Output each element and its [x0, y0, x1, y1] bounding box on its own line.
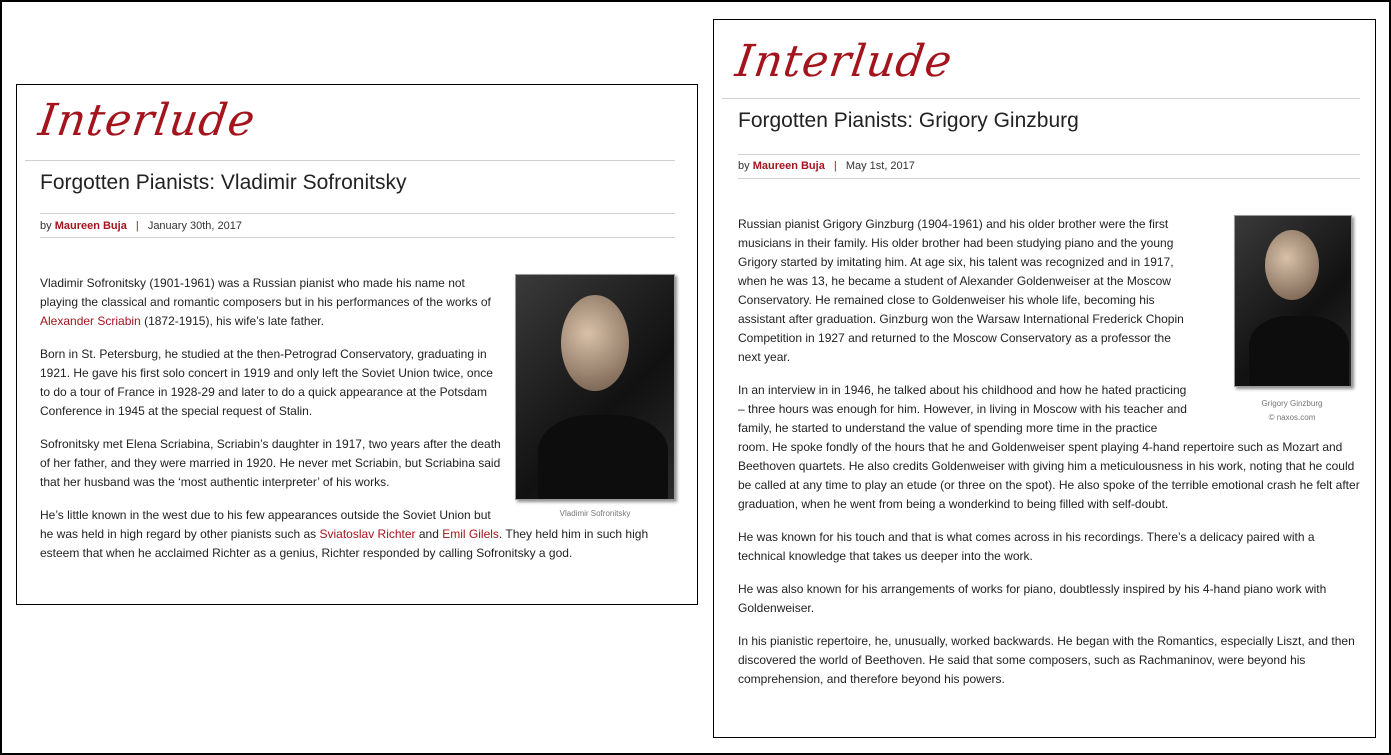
divider: [40, 213, 675, 214]
paragraph-1: Russian pianist Grigory Ginzburg (1904-1961) and his older brother were the first musicians in their family. His older brother had been studying piano and the young Grigory started by imitating him. At age six, his talent was recognized and in 1917, when he was 13, he became a student of Alexander Goldenweiser at the Moscow Conservatory. He remained close to Goldenweiser his whole life, becoming his assistant after graduation. Ginzburg won the Warsaw International Frederick Chopin Competition in 1927 and returned to the Moscow Conservatory as a professor the next year.: [738, 217, 1184, 364]
photo-caption: Vladimir Sofronitsky: [559, 509, 631, 518]
paragraph-2: In an interview in in 1946, he talked about his childhood and how he hated practicing – three hours was enough for him. However, in living in Moscow with his teacher and family, he started to understand the value of spending more time in the practice room. He spoke fondly of the hours that he and Goldenweiser spent playing 4-hand repertoire such as Mozart and Beethoven quartets. He also credits Goldenweiser with giving him a meticulousness in his work, noting that he could be called at any time to play an etude (or three on the spot). He also spoke of the terrible emotional crash he felt after graduation, when he went from being a wonderkind to being filled with self-doubt.: [738, 383, 1360, 511]
photo-figure: [515, 274, 675, 520]
interlude-logo[interactable]: Interlude: [732, 36, 956, 87]
richter-link[interactable]: Sviatoslav Richter: [319, 527, 416, 541]
byline-by: by: [738, 160, 750, 172]
article-card-ginzburg: [713, 19, 1376, 738]
scriabin-link[interactable]: Alexander Scriabin: [40, 314, 141, 328]
byline: [40, 220, 242, 232]
byline-by: by: [40, 220, 52, 232]
sofronitsky-photo[interactable]: [515, 274, 675, 500]
author-link[interactable]: Maureen Buja: [752, 160, 825, 172]
paragraph-1: Vladimir Sofronitsky (1901-1961) was a Russian pianist who made his name not playing the classical and romantic composers but in his performances of the works of Alexander Scriabin (1872-1915), his wife’s late father.: [40, 276, 491, 328]
ginzburg-photo[interactable]: [1234, 215, 1352, 387]
byline-separator: |: [135, 220, 139, 232]
photo-face-shape: [1265, 230, 1319, 300]
byline-separator: |: [833, 160, 837, 172]
article-body: [40, 274, 675, 577]
photo-credit: © naxos.com: [1268, 413, 1316, 422]
divider: [738, 154, 1360, 155]
paragraph-4: He was also known for his arrangements of works for piano, doubtlessly inspired by his 4-hand piano work with Goldenweiser.: [738, 582, 1327, 615]
paragraph-3: Sofronitsky met Elena Scriabina, Scriabin’s daughter in 1917, two years after the death of her father, and they were married in 1920. He never met Scriabin, but Scriabina said that her husband was the ‘most authentic interpreter’ of his works.: [40, 437, 501, 489]
photo-suit-shape: [538, 415, 668, 500]
photo-figure: [1200, 215, 1360, 424]
article-title: Forgotten Pianists: Grigory Ginzburg: [738, 109, 1079, 132]
byline: [738, 160, 915, 172]
divider: [722, 98, 1360, 99]
article-title: Forgotten Pianists: Vladimir Sofronitsky: [40, 171, 407, 194]
photo-face-shape: [561, 295, 629, 391]
publish-date: January 30th, 2017: [147, 220, 242, 232]
article-card-sofronitsky: [16, 84, 698, 605]
paragraph-3: He was known for his touch and that is what comes across in his recordings. There’s a delicacy paired with a technical knowledge that takes us deeper into the work.: [738, 530, 1315, 563]
divider: [25, 160, 675, 161]
divider: [40, 237, 675, 238]
author-link[interactable]: Maureen Buja: [54, 220, 127, 232]
gilels-link[interactable]: Emil Gilels: [442, 527, 499, 541]
paragraph-4: He’s little known in the west due to his few appearances outside the Soviet Union but he was held in high regard by other pianists such as Sviatoslav Richter and Emil Gilels. They held him in such high esteem that when he acclaimed Richter as a genius, Richter responded by calling Sofronitsky a god.: [40, 508, 649, 560]
paragraph-2: Born in St. Petersburg, he studied at the then-Petrograd Conservatory, graduating in 1921. He gave his first solo concert in 1919 and only left the Soviet Union twice, once to do a tour of France in 1928-29 and later to do a quick appearance at the Potsdam Conference in 1945 at the special request of Stalin.: [40, 347, 493, 418]
publish-date: May 1st, 2017: [845, 160, 915, 172]
divider: [738, 178, 1360, 179]
interlude-logo[interactable]: Interlude: [35, 95, 259, 146]
paragraph-5: In his pianistic repertoire, he, unusually, worked backwards. He began with the Romantics, especially Liszt, and then discovered the world of Beethoven. He said that some composers, such as Rachmaninov, were beyond his comprehension, and therefore beyond his powers.: [738, 634, 1355, 686]
article-body: [738, 215, 1360, 703]
photo-caption: Grigory Ginzburg: [1261, 399, 1323, 408]
photo-suit-shape: [1249, 316, 1349, 387]
